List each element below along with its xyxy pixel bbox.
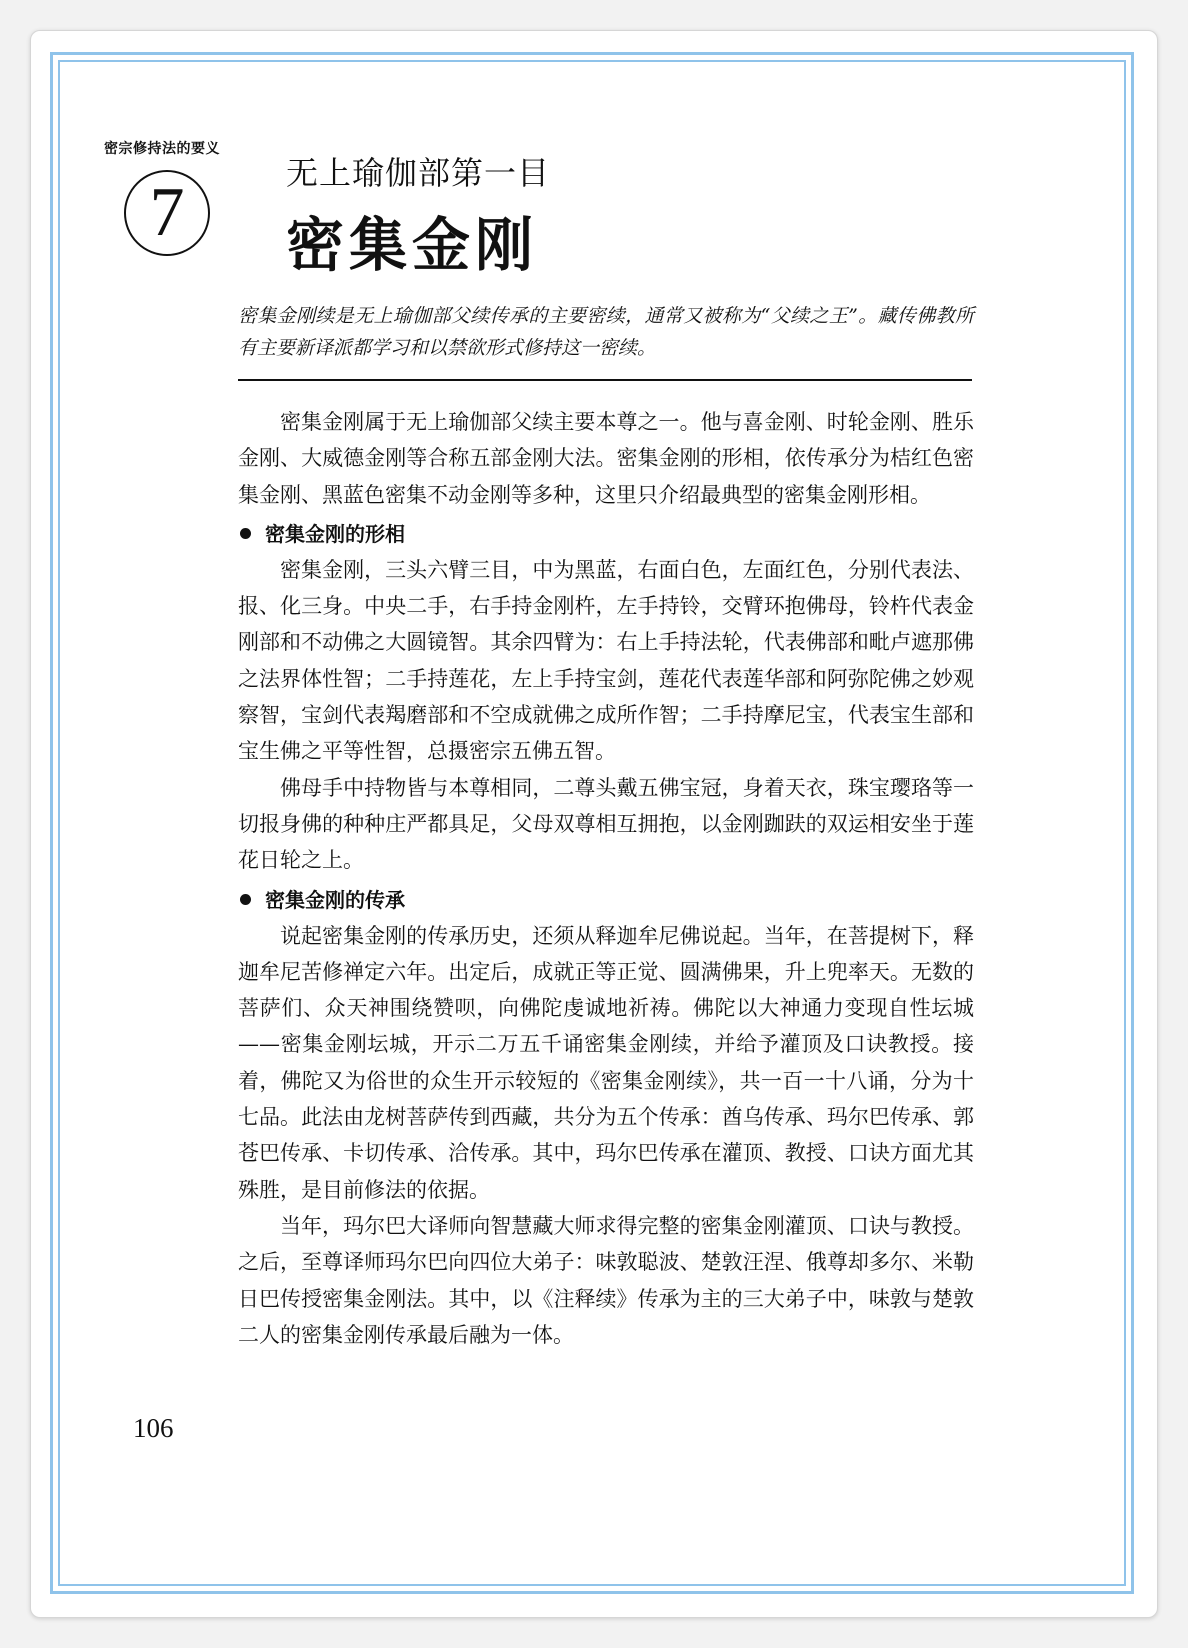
section-heading-label: 密集金刚的传承: [265, 887, 405, 912]
paragraph: 当年，玛尔巴大译师向智慧藏大师求得完整的密集金刚灌顶、口诀与教授。之后，至尊译师玛尔巴向四位大弟子：味敦聪波、楚敦汪涅、俄尊却多尔、米勒日巴传授密集金刚法。其中，以《注释续》传承为主的三大弟子中，味敦与楚敦二人的密集金刚传承最后融为一体。: [238, 1213, 974, 1347]
paragraph: 密集金刚，三头六臂三目，中为黑蓝，右面白色，左面红色，分别代表法、报、化三身。中央二手，右手持金刚杵，左手持铃，交臂环抱佛母，铃杵代表金刚部和不动佛之大圆镜智。其余四臂为：右上手持法轮，代表佛部和毗卢遮那佛之法界体性智；二手持莲花，左上手持宝剑，莲花代表莲华部和阿弥陀佛之妙观察智，宝剑代表羯磨部和不空成就佛之成所作智；二手持摩尼宝，代表宝生部和宝生佛之平等性智，总摄密宗五佛五智。: [238, 557, 974, 764]
bullet-icon: [240, 894, 251, 905]
body-text: [238, 404, 974, 1353]
bullet-icon: [240, 528, 251, 539]
paragraph: 说起密集金刚的传承历史，还须从释迦牟尼佛说起。当年，在菩提树下，释迦牟尼苦修禅定六年。出定后，成就正等正觉、圆满佛果，升上兜率天。无数的菩萨们、众天神围绕赞呗，向佛陀虔诚地祈祷。佛陀以大神通力变现自性坛城——密集金刚坛城，开示二万五千诵密集金刚续，并给予灌顶及口诀教授。接着，佛陀又为俗世的众生开示较短的《密集金刚续》，共一百一十八诵，分为十七品。此法由龙树菩萨传到西藏，共分为五个传承：酋乌传承、玛尔巴传承、郭苍巴传承、卡切传承、洽传承。其中，玛尔巴传承在灌顶、教授、口诀方面尤其殊胜，是目前修法的依据。: [238, 923, 974, 1202]
chapter-number-badge: 7: [124, 170, 210, 256]
page-number: 106: [133, 1413, 174, 1443]
running-head: 密宗修持法的要义: [104, 141, 220, 157]
section-heading-lineage: [238, 882, 974, 918]
section-heading-label: 密集金刚的形相: [265, 521, 405, 546]
divider-rule: [238, 379, 972, 381]
chapter-subtitle: 无上瑜伽部第一目: [286, 154, 551, 192]
section-heading-form: [238, 516, 974, 552]
paragraph: 佛母手中持物皆与本尊相同，二尊头戴五佛宝冠，身着天衣，珠宝璎珞等一切报身佛的种种庄严都具足，父母双尊相互拥抱，以金刚跏趺的双运相安坐于莲花日轮之上。: [238, 775, 974, 873]
chapter-title: 密集金刚: [286, 211, 539, 279]
intro-paragraph: 密集金刚续是无上瑜伽部父续传承的主要密续，通常又被称为“父续之王”。藏传佛教所有主要新译派都学习和以禁欲形式修持这一密续。: [238, 305, 974, 359]
paragraph: 密集金刚属于无上瑜伽部父续主要本尊之一。他与喜金刚、时轮金刚、胜乐金刚、大威德金刚等合称五部金刚大法。密集金刚的形相，依传承分为桔红色密集金刚、黑蓝色密集不动金刚等多种，这里只介绍最典型的密集金刚形相。: [238, 410, 974, 507]
